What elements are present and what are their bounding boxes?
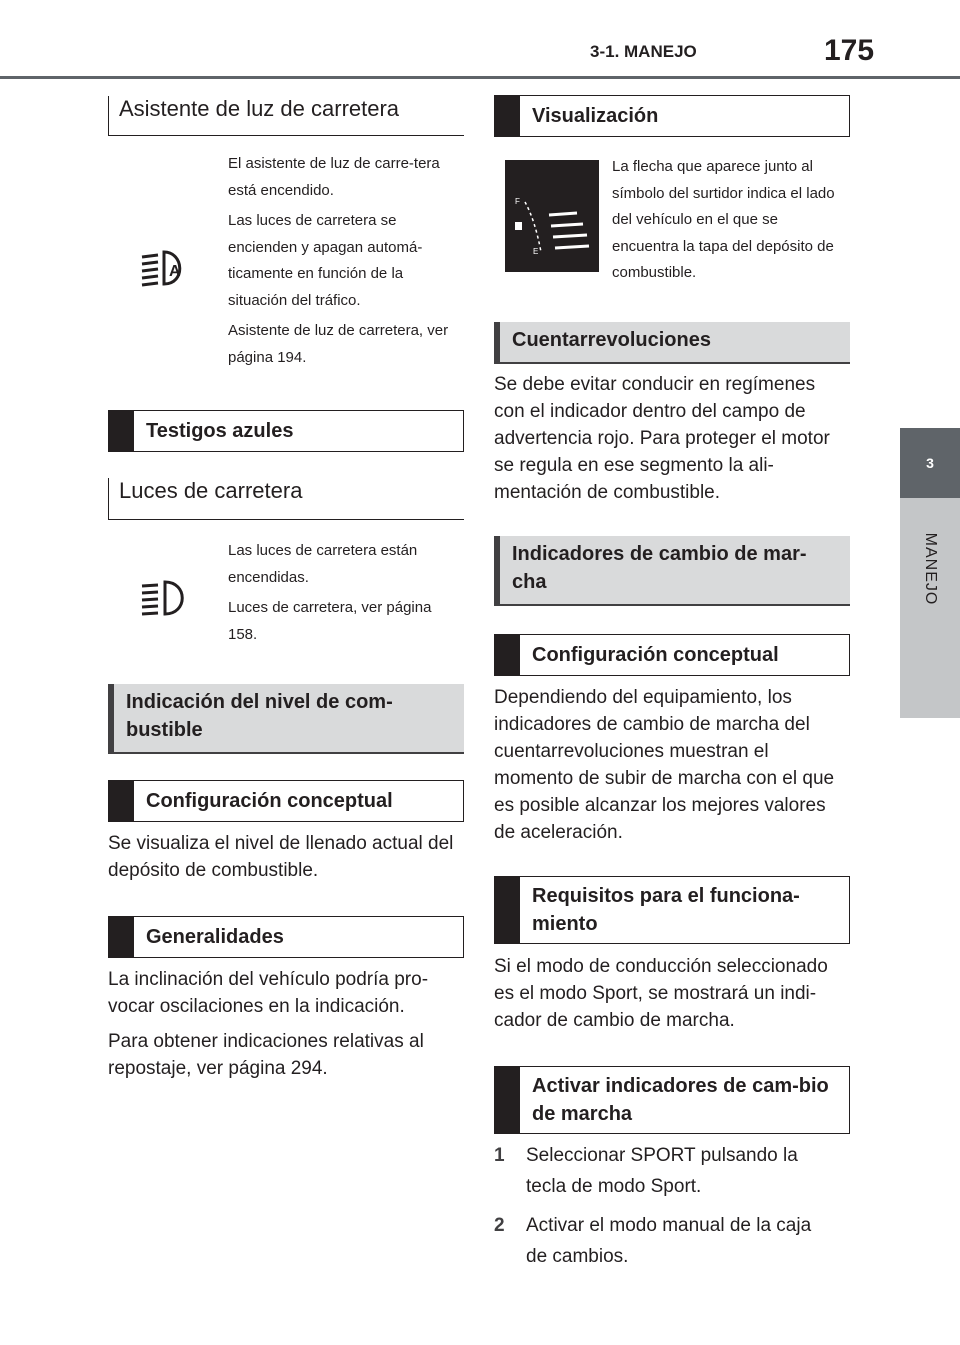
header-rule <box>0 76 960 79</box>
fuel-gauge-display-icon <box>505 160 599 272</box>
heading-generalidades <box>108 916 464 958</box>
step-text: Activar el modo manual de la caja de cambios. <box>526 1215 812 1267</box>
heading-cuentarrevoluciones: Cuentarrevoluciones <box>494 322 850 364</box>
config-text-right <box>494 684 844 854</box>
heading-marker <box>109 781 134 821</box>
chapter-tab-number: 3 <box>900 428 960 498</box>
heading-marker <box>495 96 520 136</box>
high-beam-assist-icon <box>140 248 190 290</box>
heading-visualizacion <box>494 95 850 137</box>
paragraph: La inclinación del vehículo podría pro-vocar oscilaciones en la indicación. <box>108 969 429 1017</box>
heading-testigos-azules <box>108 410 464 452</box>
heading-asistente: Asistente de luz de carretera <box>108 96 464 136</box>
config-text-left <box>108 830 464 892</box>
paragraph: Para obtener indicaciones relativas al repostaje, ver página 294. <box>108 1031 424 1079</box>
asistente-text <box>228 151 456 375</box>
heading-marker <box>109 917 134 957</box>
heading-marker <box>495 1067 520 1133</box>
step-number: 2 <box>494 1215 505 1236</box>
heading-text: Activar indicadores de cam-bio de marcha <box>532 1075 829 1125</box>
heading-marker <box>495 877 520 943</box>
paragraph: Si el modo de conducción seleccionado es el modo Sport, se mostrará un indi-cador de cambio de marcha. <box>494 956 828 1031</box>
heading-marker <box>495 635 520 675</box>
luces-text <box>228 538 464 652</box>
svg-text:F: F <box>515 197 520 206</box>
step-text: Seleccionar SPORT pulsando la tecla de modo Sport. <box>526 1145 798 1197</box>
steps-list <box>494 1140 834 1272</box>
heading-marker <box>109 411 134 451</box>
paragraph: Las luces de carretera se encienden y apagan automá-ticamente en función de la situación del tráfico. <box>228 212 423 309</box>
heading-indicadores-cambio: Indicadores de cambio de mar-cha <box>494 536 850 606</box>
svg-text:E: E <box>533 247 539 256</box>
chapter-tab-label: MANEJO <box>922 532 939 606</box>
cuentarrevoluciones-text <box>494 371 844 514</box>
heading-luces: Luces de carretera <box>108 478 464 520</box>
list-item <box>494 1140 834 1202</box>
heading-nivel-combustible: Indicación del nivel de com-bustible <box>108 684 464 754</box>
heading-text: Visualización <box>532 105 659 127</box>
high-beam-icon <box>140 578 190 618</box>
section-title: 3-1. MANEJO <box>590 42 697 61</box>
heading-config-left <box>108 780 464 822</box>
heading-text: Requisitos para el funciona-miento <box>532 885 800 935</box>
paragraph: Se debe evitar conducir en regímenes con el indicador dentro del campo de advertencia rojo. Para proteger el motor se regula en ese segmento la ali-mentación de combustible. <box>494 374 830 503</box>
generalidades-text <box>108 966 464 1090</box>
requisitos-text <box>494 953 850 1042</box>
heading-text: Testigos azules <box>146 420 294 442</box>
heading-activar-indicadores <box>494 1066 850 1134</box>
paragraph: El asistente de luz de carre-tera está encendido. <box>228 155 440 199</box>
heading-text: Configuración conceptual <box>146 790 393 812</box>
heading-config-right <box>494 634 850 676</box>
list-item <box>494 1210 834 1272</box>
heading-text: Configuración conceptual <box>532 644 779 666</box>
paragraph: Se visualiza el nivel de llenado actual del depósito de combustible. <box>108 833 454 881</box>
paragraph: Las luces de carretera están encendidas. <box>228 542 418 586</box>
heading-requisitos <box>494 876 850 944</box>
chapter-tab <box>900 498 960 718</box>
paragraph: Luces de carretera, ver página 158. <box>228 599 432 643</box>
paragraph: Dependiendo del equipamiento, los indicadores de cambio de marcha del cuentarrevoluciones muestran el momento de subir de marcha con el que es posible alcanzar los mejores valores de aceleración. <box>494 687 835 843</box>
step-number: 1 <box>494 1145 505 1166</box>
paragraph: Asistente de luz de carretera, ver página 194. <box>228 322 449 366</box>
visualizacion-text <box>612 154 848 291</box>
svg-text:A: A <box>169 263 181 280</box>
heading-text: Generalidades <box>146 926 284 948</box>
paragraph: La flecha que aparece junto al símbolo del surtidor indica el lado del vehículo en el que se encuentra la tapa del depósito de combustible. <box>612 158 835 281</box>
page-number: 175 <box>824 34 875 67</box>
